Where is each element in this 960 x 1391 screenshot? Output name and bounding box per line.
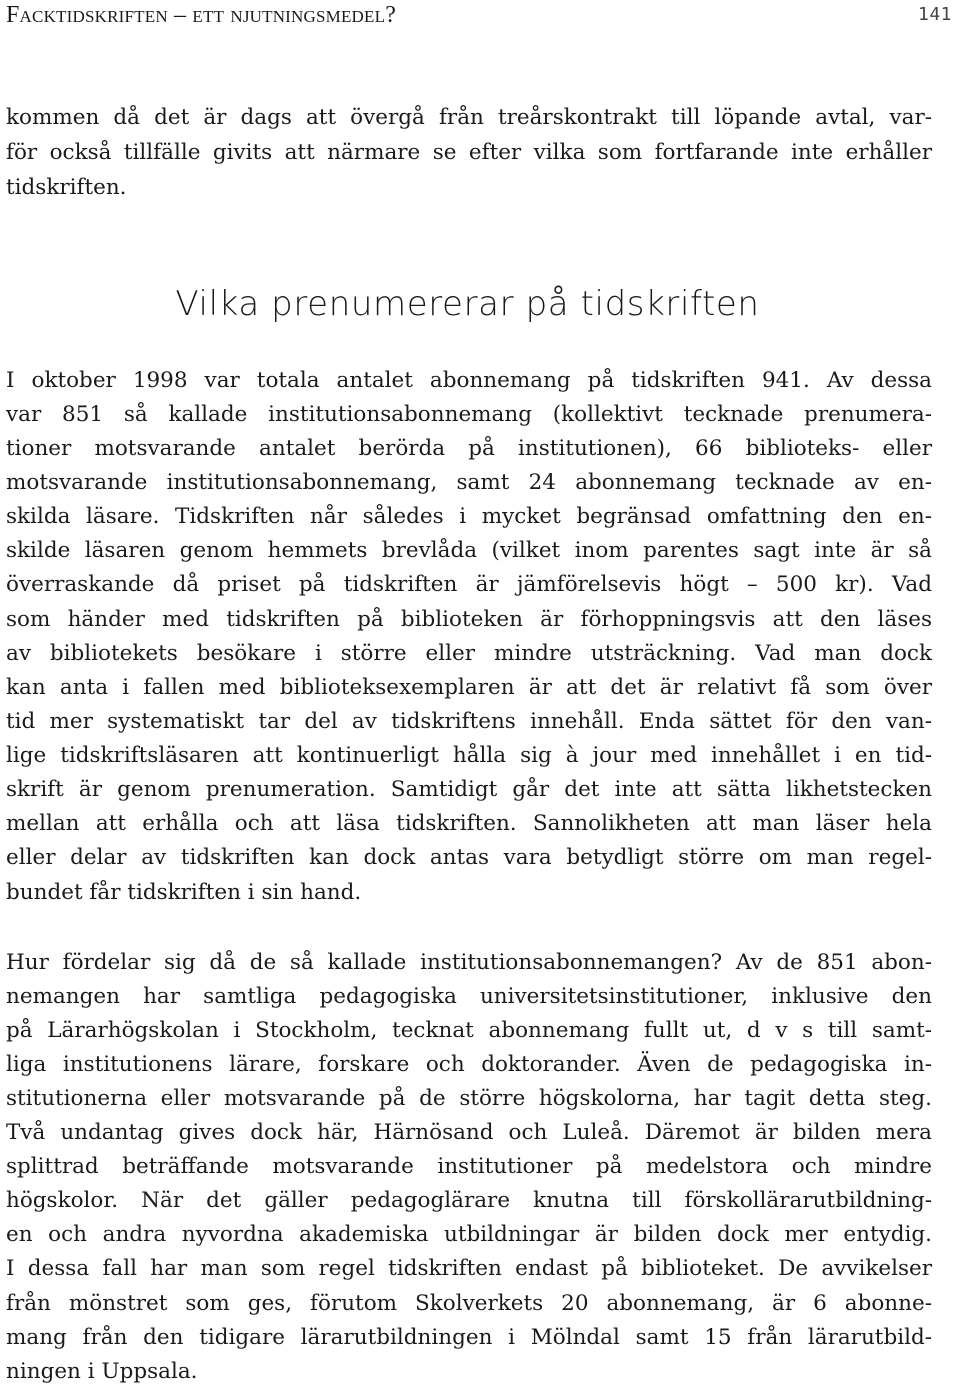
paragraph-1-line: som händer med tidskriften på biblioteken är förhoppningsvis att den läses — [6, 607, 932, 632]
paragraph-1-line: var 851 så kallade institutionsabonnemang (kollektivt tecknade prenumera- — [6, 402, 932, 427]
paragraph-1-line: I oktober 1998 var totala antalet abonnemang på tidskriften 941. Av dessa — [6, 368, 932, 393]
intro-line: kommen då det är dags att övergå från treårskontrakt till löpande avtal, var- — [6, 105, 932, 130]
paragraph-2-line: på Lärarhögskolan i Stockholm, tecknat abonnemang fullt ut, d v s till samt- — [6, 1018, 932, 1043]
intro-line: tidskriften. — [6, 175, 127, 200]
paragraph-2-line: ningen i Uppsala. — [6, 1359, 198, 1384]
paragraph-2-line: högskolor. När det gäller pedagoglärare knutna till förskollärarutbildning- — [6, 1188, 932, 1213]
intro-line: för också tillfälle givits att närmare se efter vilka som fortfarande inte erhåller — [6, 140, 932, 165]
paragraph-2-line: en och andra nyvordna akademiska utbildningar är bilden dock mer entydig. — [6, 1222, 932, 1247]
paragraph-2-line: nemangen har samtliga pedagogiska universitetsinstitutioner, inklusive den — [6, 984, 932, 1009]
paragraph-1-line: av bibliotekets besökare i större eller mindre utsträckning. Vad man dock — [6, 641, 932, 666]
paragraph-2-line: Hur fördelar sig då de så kallade institutionsabonnemangen? Av de 851 abon- — [6, 950, 932, 975]
paragraph-2-line: Två undantag gives dock här, Härnösand och Luleå. Däremot är bilden mera — [6, 1120, 932, 1145]
paragraph-1-line: bundet får tidskriften i sin hand. — [6, 880, 362, 905]
running-header — [6, 2, 952, 28]
paragraph-1-line: eller delar av tidskriften kan dock antas vara betydligt större om man regel- — [6, 845, 932, 870]
page-number: 141 — [917, 4, 952, 25]
paragraph-2-line: splittrad beträffande motsvarande institutioner på medelstora och mindre — [6, 1154, 932, 1179]
paragraph-2-line: mang från den tidigare lärarutbildningen i Mölndal samt 15 från lärarutbild- — [6, 1325, 932, 1350]
running-title: Facktidskriften – ett njutningsmedel? — [6, 2, 397, 28]
paragraph-2-line: liga institutionens lärare, forskare och doktorander. Även de pedagogiska in- — [6, 1052, 932, 1077]
paragraph-2-line: stitutionerna eller motsvarande på de större högskolorna, har tagit detta steg. — [6, 1086, 932, 1111]
paragraph-1-line: tid mer systematiskt tar del av tidskriftens innehåll. Enda sättet för den van- — [6, 709, 932, 734]
paragraph-1-line: mellan att erhålla och att läsa tidskriften. Sannolikheten att man läser hela — [6, 811, 932, 836]
paragraph-2-line: I dessa fall har man som regel tidskriften endast på biblioteket. De avvikelser — [6, 1256, 932, 1281]
paragraph-1-line: överraskande då priset på tidskriften är jämförelsevis högt – 500 kr). Vad — [6, 572, 932, 597]
paragraph-1-line: skilda läsare. Tidskriften når således i mycket begränsad omfattning den en- — [6, 504, 932, 529]
paragraph-1-line: skilde läsaren genom hemmets brevlåda (vilket inom parentes sagt inte är så — [6, 538, 932, 563]
paragraph-1-line: skrift är genom prenumeration. Samtidigt går det inte att sätta likhetstecken — [6, 777, 932, 802]
paragraph-1-line: motsvarande institutionsabonnemang, samt 24 abonnemang tecknade av en- — [6, 470, 932, 495]
section-heading: Vilka prenumererar på tidskriften — [175, 284, 760, 324]
paragraph-2-line: från mönstret som ges, förutom Skolverkets 20 abonnemang, är 6 abonne- — [6, 1291, 932, 1316]
paragraph-1-line: lige tidskriftsläsaren att kontinuerligt hålla sig à jour med innehållet i en tid- — [6, 743, 932, 768]
paragraph-1-line: tioner motsvarande antalet berörda på institutionen), 66 biblioteks- eller — [6, 436, 932, 461]
paragraph-1-line: kan anta i fallen med biblioteksexemplaren är att det är relativt få som över — [6, 675, 932, 700]
